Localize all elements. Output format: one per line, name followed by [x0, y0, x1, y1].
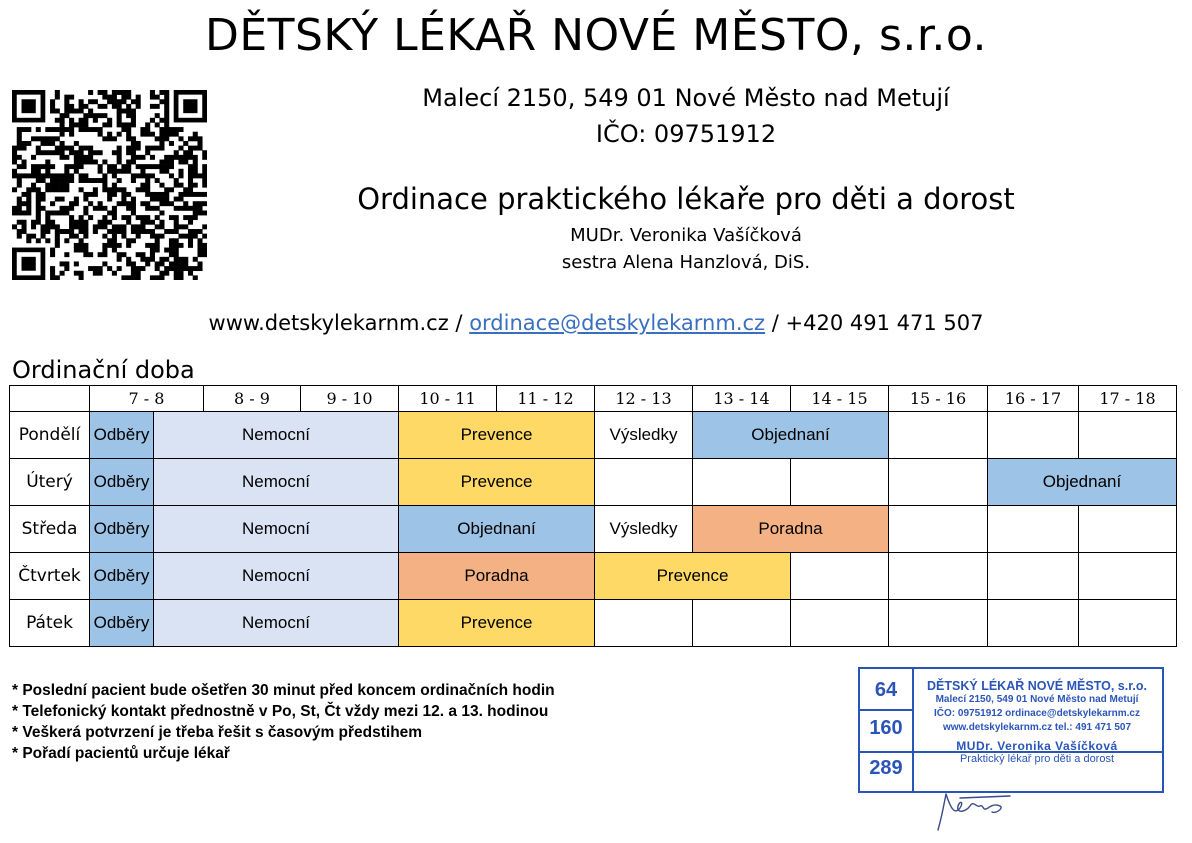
hour-header: 10 - 11	[399, 386, 497, 412]
slot-empty	[988, 600, 1079, 647]
note-item: * Telefonický kontakt přednostně v Po, St, Čt vždy mezi 12. a 13. hodinou	[12, 703, 549, 720]
slot-odbery: Odběry	[90, 553, 154, 600]
slot-empty	[791, 459, 889, 506]
stamp-doctor: MUDr. Veronika Vašíčková	[956, 739, 1118, 753]
note-item: * Poslední pacient bude ošetřen 30 minut před koncem ordinačních hodin	[12, 682, 555, 699]
schedule-row-thursday	[10, 553, 1177, 600]
schedule-row-tuesday	[10, 459, 1177, 506]
stamp-numbers	[860, 669, 914, 791]
day-label: Pátek	[10, 600, 90, 647]
day-label: Úterý	[10, 459, 90, 506]
slot-objednani: Objednaní	[988, 459, 1177, 506]
slot-empty	[889, 553, 988, 600]
slot-nemocni: Nemocní	[154, 412, 399, 459]
hour-header: 7 - 8	[90, 386, 204, 412]
slot-poradna: Poradna	[399, 553, 595, 600]
schedule-row-monday	[10, 412, 1177, 459]
note-item: * Pořadí pacientů určuje lékař	[12, 745, 230, 762]
hour-header: 13 - 14	[693, 386, 791, 412]
schedule-table	[9, 385, 1177, 647]
slot-empty	[693, 459, 791, 506]
hour-header: 8 - 9	[204, 386, 301, 412]
day-label: Pondělí	[10, 412, 90, 459]
hour-header: 15 - 16	[889, 386, 988, 412]
signature-image	[930, 786, 1020, 836]
slot-empty	[1079, 600, 1177, 647]
hour-header: 17 - 18	[1079, 386, 1177, 412]
hours-header-row	[10, 386, 1177, 412]
slot-empty	[595, 459, 693, 506]
slot-empty	[889, 459, 988, 506]
stamp-ico-email: IČO: 09751912 ordinace@detskylekarnm.cz	[934, 708, 1140, 719]
slot-empty	[693, 600, 791, 647]
slot-prevence: Prevence	[399, 459, 595, 506]
hour-header: 11 - 12	[497, 386, 595, 412]
stamp-divider	[860, 709, 912, 711]
company-stamp	[858, 667, 1164, 793]
slot-empty	[791, 600, 889, 647]
slot-empty	[988, 506, 1079, 553]
slot-empty	[1079, 412, 1177, 459]
stamp-title: DĚTSKÝ LÉKAŘ NOVÉ MĚSTO, s.r.o.	[927, 679, 1147, 693]
slot-empty	[988, 412, 1079, 459]
stamp-number: 160	[869, 717, 903, 739]
slot-objednani: Objednaní	[399, 506, 595, 553]
contact-line	[0, 311, 1192, 335]
stamp-body	[916, 673, 1158, 765]
qr-code	[12, 90, 207, 280]
slot-poradna: Poradna	[693, 506, 889, 553]
slot-nemocni: Nemocní	[154, 459, 399, 506]
slot-nemocni: Nemocní	[154, 506, 399, 553]
hour-header: 9 - 10	[301, 386, 399, 412]
slot-empty	[791, 553, 889, 600]
email-link[interactable]: ordinace@detskylekarnm.cz	[469, 311, 766, 335]
slot-empty	[1079, 506, 1177, 553]
nurse-name: sestra Alena Hanzlová, DiS.	[561, 252, 811, 273]
day-label: Středa	[10, 506, 90, 553]
stamp-divider	[860, 751, 912, 753]
note-item: * Veškerá potvrzení je třeba řešit s časovým předstihem	[12, 724, 423, 741]
stamp-number: 289	[869, 757, 903, 779]
hour-header: 12 - 13	[595, 386, 693, 412]
slot-odbery: Odběry	[90, 600, 154, 647]
slot-odbery: Odběry	[90, 459, 154, 506]
slot-prevence: Prevence	[595, 553, 791, 600]
day-label: Čtvrtek	[10, 553, 90, 600]
slot-prevence: Prevence	[399, 600, 595, 647]
header-corner	[10, 386, 90, 412]
slot-vysledky: Výsledky	[595, 412, 693, 459]
slot-nemocni: Nemocní	[154, 600, 399, 647]
slot-nemocni: Nemocní	[154, 553, 399, 600]
slot-empty	[988, 553, 1079, 600]
stamp-web-tel: www.detskylekarnm.cz tel.: 491 471 507	[942, 722, 1132, 733]
schedule-row-friday	[10, 600, 1177, 647]
slot-odbery: Odběry	[90, 412, 154, 459]
contact-separator: /	[765, 311, 786, 335]
clinic-ico: IČO: 09751912	[595, 120, 777, 148]
slot-empty	[889, 506, 988, 553]
hour-header: 14 - 15	[791, 386, 889, 412]
slot-empty	[889, 412, 988, 459]
stamp-role: Praktický lékař pro děti a dorost	[959, 753, 1115, 765]
hour-header: 16 - 17	[988, 386, 1079, 412]
schedule-heading: Ordinační doba	[12, 356, 195, 384]
website-text: www.detskylekarnm.cz	[208, 311, 449, 335]
schedule-row-wednesday	[10, 506, 1177, 553]
notes-list	[12, 680, 555, 764]
slot-vysledky: Výsledky	[595, 506, 693, 553]
slot-empty	[595, 600, 693, 647]
stamp-number: 64	[874, 679, 898, 701]
phone-number: +420 491 471 507	[785, 311, 984, 335]
stamp-address: Malecí 2150, 549 01 Nové Město nad Metují	[935, 694, 1139, 705]
slot-empty	[889, 600, 988, 647]
contact-separator: /	[448, 311, 470, 335]
slot-prevence: Prevence	[399, 412, 595, 459]
clinic-address: Malecí 2150, 549 01 Nové Město nad Metují	[422, 84, 950, 112]
slot-odbery: Odběry	[90, 506, 154, 553]
clinic-subtitle: Ordinace praktického lékaře pro děti a dorost	[357, 182, 1015, 216]
doctor-name: MUDr. Veronika Vašíčková	[570, 225, 802, 246]
slot-objednani: Objednaní	[693, 412, 889, 459]
clinic-title: DĚTSKÝ LÉKAŘ NOVÉ MĚSTO, s.r.o.	[204, 10, 988, 61]
slot-empty	[1079, 553, 1177, 600]
